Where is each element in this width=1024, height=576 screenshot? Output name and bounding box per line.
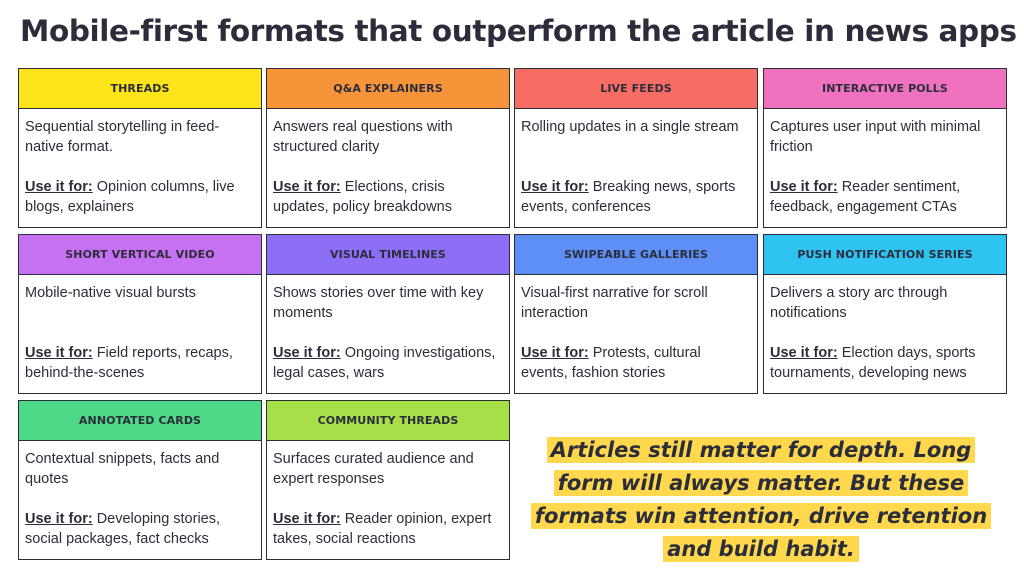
use-it-for-label: Use it for: (25, 179, 93, 195)
card-use-cases (515, 157, 757, 217)
format-card (514, 234, 758, 394)
card-description: Surfaces curated audience and expert responses (273, 451, 474, 487)
use-cases-text: Field reports, recaps, behind-the-scenes (25, 345, 233, 381)
use-it-for-label: Use it for: (273, 345, 341, 361)
use-cases-text: Ongoing investigations, legal cases, wars (273, 345, 496, 381)
card-description: Visual-first narrative for scroll interaction (521, 285, 708, 321)
card-use-cases (764, 157, 1006, 217)
use-it-for-label: Use it for: (25, 511, 93, 527)
format-card (763, 68, 1007, 228)
card-header: INTERACTIVE POLLS (764, 69, 1006, 109)
card-header: ANNOTATED CARDS (19, 401, 261, 441)
card-description: Rolling updates in a single stream (521, 119, 739, 135)
card-description: Answers real questions with structured clarity (273, 119, 453, 155)
card-use-cases (764, 323, 1006, 383)
use-cases-text: Opinion columns, live blogs, explainers (25, 179, 235, 215)
card-use-cases (267, 323, 509, 383)
callout-quote (530, 434, 992, 566)
page-title: Mobile-first formats that outperform the article in news apps (20, 14, 1017, 48)
card-description: Sequential storytelling in feed-native format. (25, 119, 220, 155)
card-use-cases (19, 489, 261, 549)
card-description: Delivers a story arc through notifications (770, 285, 948, 321)
card-use-cases (19, 157, 261, 217)
card-use-cases (515, 323, 757, 383)
card-description: Shows stories over time with key moments (273, 285, 484, 321)
use-cases-text: Elections, crisis updates, policy breakdowns (273, 179, 452, 215)
highlighted-quote-text: Articles still matter for depth. Long form will always matter. But these formats win attention, drive retention and build habit. (531, 437, 991, 562)
use-it-for-label: Use it for: (273, 179, 341, 195)
use-it-for-label: Use it for: (25, 345, 93, 361)
card-use-cases (19, 323, 261, 383)
card-use-cases (267, 157, 509, 217)
card-description: Mobile-native visual bursts (25, 285, 196, 301)
format-card (763, 234, 1007, 394)
format-card (18, 234, 262, 394)
format-card (18, 68, 262, 228)
format-card (266, 400, 510, 560)
use-it-for-label: Use it for: (521, 179, 589, 195)
use-it-for-label: Use it for: (770, 179, 838, 195)
card-use-cases (267, 489, 509, 549)
use-cases-text: Election days, sports tournaments, developing news (770, 345, 976, 381)
format-card (266, 68, 510, 228)
format-card (266, 234, 510, 394)
use-cases-text: Developing stories, social packages, fact checks (25, 511, 221, 547)
card-header: SWIPEABLE GALLERIES (515, 235, 757, 275)
use-cases-text: Reader sentiment, feedback, engagement CTAs (770, 179, 961, 215)
card-header: Q&A EXPLAINERS (267, 69, 509, 109)
card-header: VISUAL TIMELINES (267, 235, 509, 275)
use-cases-text: Protests, cultural events, fashion stories (521, 345, 701, 381)
card-header: LIVE FEEDS (515, 69, 757, 109)
use-it-for-label: Use it for: (273, 511, 341, 527)
use-it-for-label: Use it for: (770, 345, 838, 361)
card-description: Contextual snippets, facts and quotes (25, 451, 220, 487)
use-it-for-label: Use it for: (521, 345, 589, 361)
use-cases-text: Reader opinion, expert takes, social reactions (273, 511, 492, 547)
format-card (514, 68, 758, 228)
card-header: PUSH NOTIFICATION SERIES (764, 235, 1006, 275)
use-cases-text: Breaking news, sports events, conferences (521, 179, 736, 215)
format-card (18, 400, 262, 560)
card-description: Captures user input with minimal friction (770, 119, 981, 155)
card-header: SHORT VERTICAL VIDEO (19, 235, 261, 275)
card-header: COMMUNITY THREADS (267, 401, 509, 441)
card-header: THREADS (19, 69, 261, 109)
